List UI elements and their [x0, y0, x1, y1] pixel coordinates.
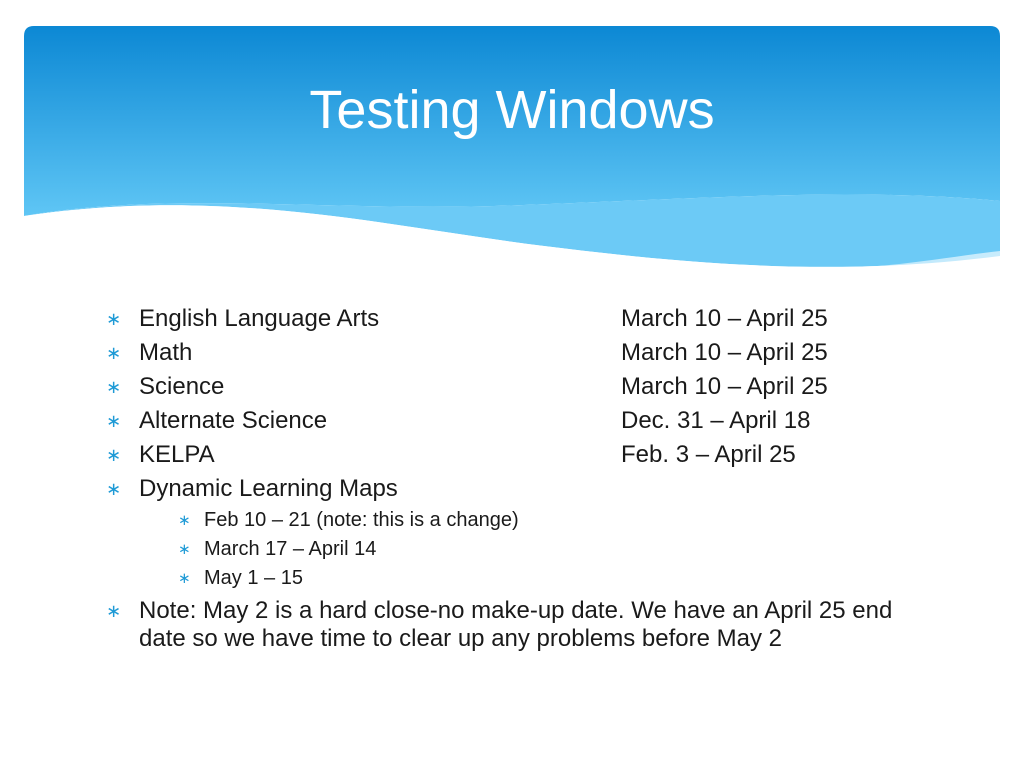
note-item	[106, 597, 899, 653]
list-item	[106, 302, 906, 336]
asterisk-bullet-icon: ∗	[106, 601, 122, 621]
date-range: Dec. 31 – April 18	[621, 407, 811, 434]
subject-label: Science	[139, 373, 225, 400]
header-banner	[24, 26, 1000, 288]
sub-item-label: Feb 10 – 21 (note: this is a change)	[204, 509, 519, 531]
sub-item-label: May 1 – 15	[204, 567, 303, 589]
sub-item-label: March 17 – April 14	[204, 538, 377, 560]
list-item	[106, 472, 906, 506]
slide-title: Testing Windows	[309, 80, 715, 140]
asterisk-bullet-icon: ∗	[178, 512, 191, 529]
subject-label: KELPA	[139, 441, 215, 468]
asterisk-bullet-icon: ∗	[106, 445, 122, 465]
asterisk-bullet-icon: ∗	[178, 570, 191, 587]
asterisk-bullet-icon: ∗	[106, 309, 122, 329]
note-text: Note: May 2 is a hard close-no make-up date. We have an April 25 end date so we have time to clear up any problems before May 2	[139, 597, 893, 652]
asterisk-bullet-icon: ∗	[106, 479, 122, 499]
bullet-list	[106, 302, 906, 653]
list-item	[106, 404, 906, 438]
list-item	[106, 370, 906, 404]
subject-label: Dynamic Learning Maps	[139, 475, 398, 502]
asterisk-bullet-icon: ∗	[106, 377, 122, 397]
list-item	[106, 336, 906, 370]
sub-list-item	[106, 564, 906, 593]
sub-list-item	[106, 506, 906, 535]
subject-label: Math	[139, 339, 193, 366]
subject-label: Alternate Science	[139, 407, 328, 434]
date-range: March 10 – April 25	[621, 305, 828, 332]
date-range: March 10 – April 25	[621, 339, 828, 366]
asterisk-bullet-icon: ∗	[178, 541, 191, 558]
subject-label: English Language Arts	[139, 305, 380, 332]
date-range: March 10 – April 25	[621, 373, 828, 400]
header-wave-graphic	[24, 26, 1000, 288]
sub-list-item	[106, 535, 906, 564]
asterisk-bullet-icon: ∗	[106, 343, 122, 363]
asterisk-bullet-icon: ∗	[106, 411, 122, 431]
list-item	[106, 438, 906, 472]
date-range: Feb. 3 – April 25	[621, 441, 796, 468]
